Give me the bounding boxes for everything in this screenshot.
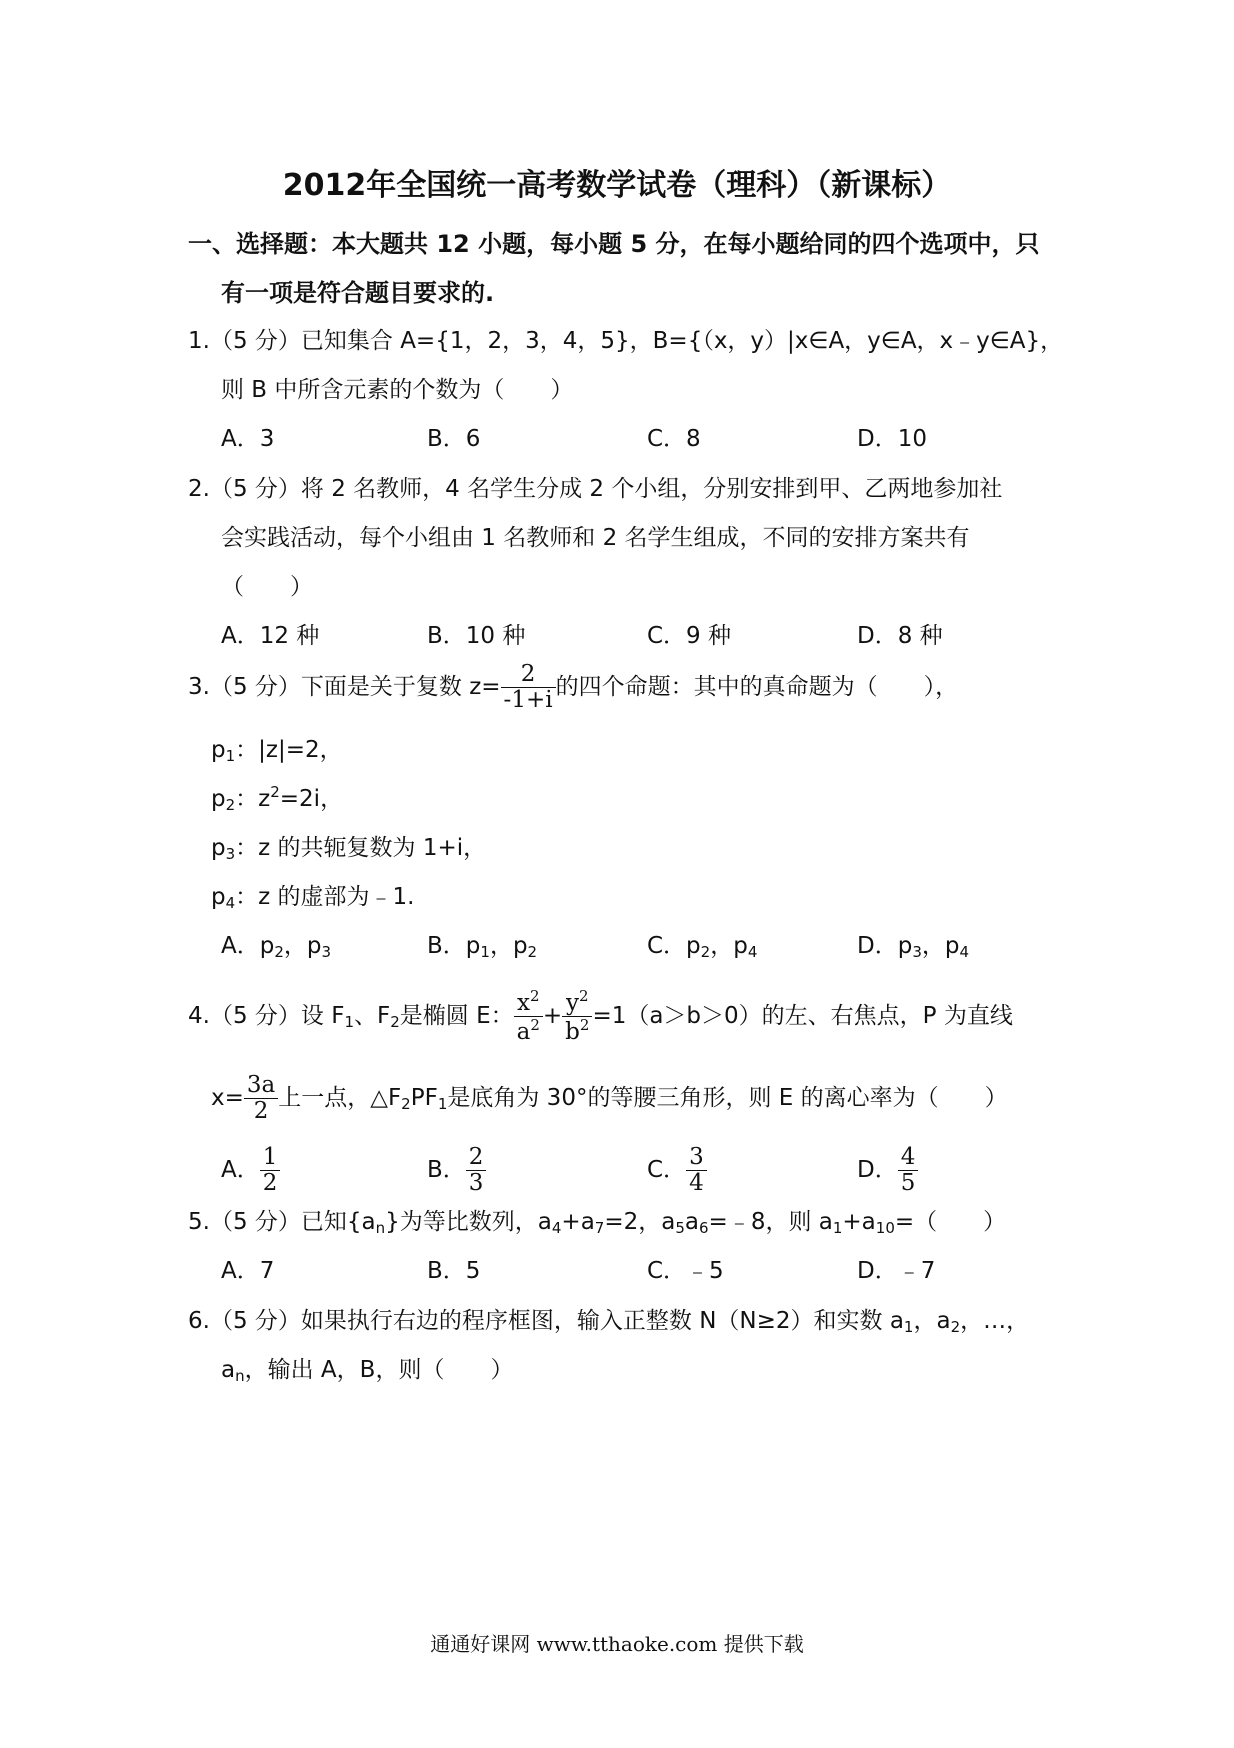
q5-option-a: A．7 bbox=[221, 1258, 275, 1284]
q4-stem-line1: 4.（5 分）设 $F_1$、$F_2$是椭圆 E： $\frac{x^2}{a^2}$ + $\frac{y^2}{b^2}$ =1（a＞b＞0）的左、右焦点，P 为直线 bbox=[188, 987, 1013, 1045]
q4-option-c: C． $\frac{3}{4}$ bbox=[647, 1145, 707, 1196]
q3-option-c: C．$p_2$，$p_4$ bbox=[647, 933, 758, 961]
q4-fraction-x2-a2: $\frac{x^2}{a^2}$ bbox=[514, 988, 543, 1045]
q4-fraction-3a-2: $\frac{3a}{2}$ bbox=[244, 1073, 278, 1124]
q3-fraction-numerator: 2 bbox=[501, 662, 556, 688]
q1-stem-line2: 则 B 中所含元素的个数为（ ） bbox=[221, 377, 574, 403]
q4-fraction-y2-b2: $\frac{y^2}{b^2}$ bbox=[562, 988, 592, 1045]
q3-proposition-p1: $p_1$：|z|=2， bbox=[211, 737, 343, 765]
q3-proposition-p3: $p_3$：z 的共轭复数为 1+i， bbox=[211, 835, 487, 863]
q2-option-b: B．10 种 bbox=[427, 623, 526, 649]
q1-option-a: A．3 bbox=[221, 426, 275, 452]
page-footer: 通通好课网 www.tthaoke.com 提供下载 bbox=[430, 1632, 804, 1656]
q3-proposition-p4: $p_4$：z 的虚部为﹣1. bbox=[211, 884, 415, 912]
q6-stem-line1: 6.（5 分）如果执行右边的程序框图，输入正整数 N（N≥2）和实数 $a_1$，$a_2$，…， bbox=[188, 1308, 1030, 1336]
q2-option-c: C．9 种 bbox=[647, 623, 732, 649]
q1-option-c: C．8 bbox=[647, 426, 701, 452]
q6-stem-line2: $a_n$，输出 A，B，则（ ） bbox=[221, 1357, 514, 1385]
q3-option-a: A．$p_2$，$p_3$ bbox=[221, 933, 332, 961]
q1-stem-line1: 1.（5 分）已知集合 A={1，2，3，4，5}，B={（x，y）|x∈A，y∈A，x﹣y∈A}， bbox=[188, 328, 1064, 354]
q2-option-a: A．12 种 bbox=[221, 623, 320, 649]
q1-option-d: D．10 bbox=[857, 426, 927, 452]
q3-fraction bbox=[501, 662, 556, 713]
q3-proposition-p2: $p_2$：$z^2=2i$， bbox=[211, 783, 344, 814]
q4-stem-line2: x= $\frac{3a}{2}$ 上一点，$\triangle F_2PF_1$是底角为 30°的等腰三角形，则 E 的离心率为（ ） bbox=[211, 1072, 1008, 1124]
q5-option-b: B．5 bbox=[427, 1258, 481, 1284]
q5-stem: 5.（5 分）已知$\{a_n\}$为等比数列，$a_4+a_7=2$，$a_5a_6=﹣8$，则 $a_1+a_{10}=$（ ） bbox=[188, 1209, 1007, 1237]
page-title: 2012年全国统一高考数学试卷（理科）（新课标） bbox=[282, 168, 952, 203]
q3-fraction-denominator: -1+i bbox=[503, 686, 553, 713]
q3-option-d: D．$p_3$，$p_4$ bbox=[857, 933, 970, 961]
q4-option-b: B． $\frac{2}{3}$ bbox=[427, 1145, 486, 1196]
q3-option-b: B．$p_1$，$p_2$ bbox=[427, 933, 538, 961]
section-heading bbox=[188, 220, 1058, 318]
q2-stem-line1: 2.（5 分）将 2 名教师，4 名学生分成 2 个小组，分别安排到甲、乙两地参加社 bbox=[188, 476, 1003, 502]
q4-option-d: D． $\frac{4}{5}$ bbox=[857, 1145, 918, 1196]
q5-option-d: D．﹣7 bbox=[857, 1258, 936, 1284]
q3-stem bbox=[188, 662, 958, 713]
q2-stem-line3: （ ） bbox=[221, 574, 313, 600]
q3-stem-post: 的四个命题：其中的真命题为（ ）， bbox=[555, 673, 959, 700]
q1-option-b: B．6 bbox=[427, 426, 481, 452]
section-heading-line2: 有一项是符合题目要求的. bbox=[221, 279, 495, 307]
q2-stem-line2: 会实践活动，每个小组由 1 名教师和 2 名学生组成，不同的安排方案共有 bbox=[221, 525, 970, 551]
q4-option-a: A． $\frac{1}{2}$ bbox=[221, 1145, 280, 1196]
q2-option-d: D．8 种 bbox=[857, 623, 943, 649]
q5-option-c: C．﹣5 bbox=[647, 1258, 724, 1284]
q3-stem-pre: 3.（5 分）下面是关于复数 z= bbox=[188, 673, 501, 700]
section-heading-line1: 一、选择题：本大题共 12 小题，每小题 5 分，在每小题给同的四个选项中，只 bbox=[188, 230, 1040, 258]
